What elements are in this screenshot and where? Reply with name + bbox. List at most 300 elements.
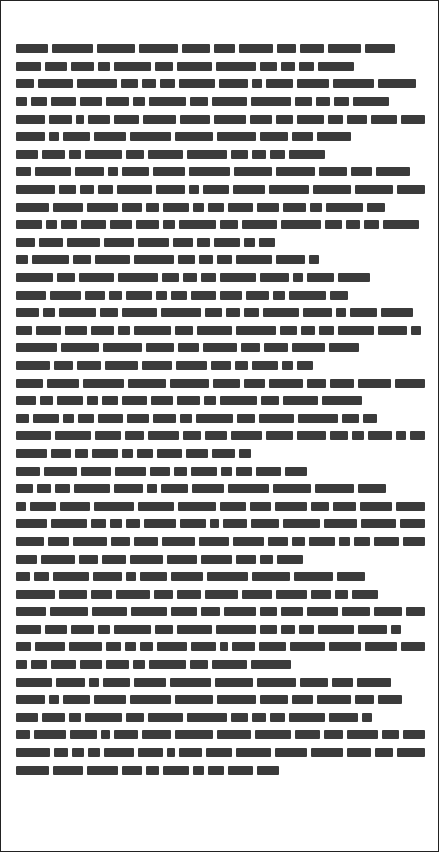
text-word-placeholder: [252, 79, 262, 88]
text-word-placeholder: [178, 502, 215, 511]
text-word-placeholder: [355, 695, 374, 704]
text-word-placeholder: [140, 642, 153, 651]
text-word-placeholder: [57, 273, 75, 282]
text-word-placeholder: [40, 396, 53, 405]
text-word-placeholder: [125, 431, 144, 440]
text-word-placeholder: [187, 150, 227, 159]
text-word-placeholder: [79, 273, 114, 282]
text-word-placeholder: [250, 115, 272, 124]
text-line: [16, 163, 425, 181]
text-word-placeholder: [187, 713, 227, 722]
text-word-placeholder: [140, 572, 167, 581]
text-word-placeholder: [138, 238, 169, 247]
text-word-placeholder: [260, 607, 278, 616]
text-word-placeholder: [133, 660, 145, 669]
text-word-placeholder: [292, 132, 313, 141]
text-word-placeholder: [163, 203, 189, 212]
text-line: [16, 269, 425, 287]
text-word-placeholder: [153, 414, 176, 423]
text-word-placeholder: [103, 678, 130, 687]
text-word-placeholder: [211, 361, 231, 370]
text-word-placeholder: [179, 748, 202, 757]
text-line: [16, 744, 425, 762]
text-word-placeholder: [16, 291, 46, 300]
text-word-placeholder: [38, 79, 73, 88]
text-word-placeholder: [98, 414, 123, 423]
text-word-placeholder: [231, 431, 261, 440]
text-word-placeholder: [217, 132, 256, 141]
text-word-placeholder: [242, 220, 277, 229]
text-word-placeholder: [30, 502, 56, 511]
text-word-placeholder: [358, 484, 386, 493]
text-word-placeholder: [104, 748, 134, 757]
text-word-placeholder: [16, 607, 46, 616]
text-line: [16, 638, 425, 656]
text-word-placeholder: [347, 730, 378, 739]
text-word-placeholder: [273, 291, 285, 300]
text-word-placeholder: [154, 590, 173, 599]
text-word-placeholder: [178, 343, 199, 352]
text-word-placeholder: [199, 255, 213, 264]
text-word-placeholder: [391, 625, 401, 634]
text-word-placeholder: [110, 220, 132, 229]
text-word-placeholder: [328, 44, 361, 53]
text-word-placeholder: [77, 361, 101, 370]
text-word-placeholder: [16, 678, 52, 687]
text-word-placeholder: [322, 396, 362, 405]
text-word-placeholder: [292, 343, 325, 352]
text-word-placeholder: [16, 361, 50, 370]
text-word-placeholder: [378, 695, 402, 704]
text-word-placeholder: [206, 748, 233, 757]
text-word-placeholder: [139, 44, 178, 53]
text-word-placeholder: [106, 642, 120, 651]
text-word-placeholder: [292, 695, 313, 704]
text-word-placeholder: [292, 537, 305, 546]
text-word-placeholder: [257, 203, 279, 212]
text-word-placeholder: [330, 431, 348, 440]
text-word-placeholder: [102, 396, 118, 405]
text-word-placeholder: [276, 167, 315, 176]
text-line: [16, 58, 425, 76]
text-word-placeholder: [60, 502, 91, 511]
text-word-placeholder: [73, 537, 107, 546]
text-word-placeholder: [316, 97, 330, 106]
text-word-placeholder: [281, 625, 295, 634]
text-word-placeholder: [309, 255, 319, 264]
text-word-placeholder: [375, 748, 393, 757]
text-word-placeholder: [55, 431, 91, 440]
text-word-placeholder: [134, 255, 174, 264]
text-word-placeholder: [80, 97, 102, 106]
text-word-placeholder: [147, 484, 157, 493]
text-word-placeholder: [117, 185, 153, 194]
text-word-placeholder: [311, 590, 331, 599]
text-word-placeholder: [215, 678, 253, 687]
text-word-placeholder: [16, 502, 26, 511]
text-word-placeholder: [338, 326, 374, 335]
text-word-placeholder: [319, 326, 334, 335]
text-word-placeholder: [216, 625, 256, 634]
text-word-placeholder: [170, 678, 211, 687]
text-word-placeholder: [138, 502, 174, 511]
text-word-placeholder: [410, 431, 425, 440]
text-word-placeholder: [276, 115, 293, 124]
text-word-placeholder: [146, 203, 159, 212]
text-line: [16, 40, 425, 58]
text-word-placeholder: [39, 238, 63, 247]
text-word-placeholder: [281, 220, 321, 229]
text-word-placeholder: [91, 590, 112, 599]
text-line: [16, 392, 425, 410]
text-word-placeholder: [250, 502, 270, 511]
text-word-placeholder: [56, 678, 85, 687]
text-word-placeholder: [94, 695, 126, 704]
text-word-placeholder: [351, 167, 372, 176]
text-word-placeholder: [148, 431, 179, 440]
text-word-placeholder: [126, 291, 152, 300]
text-word-placeholder: [148, 150, 183, 159]
text-word-placeholder: [114, 484, 143, 493]
text-word-placeholder: [160, 79, 175, 88]
text-word-placeholder: [324, 519, 358, 528]
text-word-placeholder: [59, 308, 96, 317]
text-word-placeholder: [88, 115, 110, 124]
text-word-placeholder: [85, 713, 122, 722]
text-word-placeholder: [16, 343, 57, 352]
text-word-placeholder: [256, 467, 281, 476]
text-word-placeholder: [16, 326, 32, 335]
text-word-placeholder: [283, 203, 306, 212]
text-word-placeholder: [16, 185, 55, 194]
text-word-placeholder: [400, 519, 425, 528]
notice-body: [16, 40, 425, 788]
text-word-placeholder: [270, 150, 285, 159]
text-word-placeholder: [76, 115, 84, 124]
text-word-placeholder: [367, 203, 385, 212]
text-word-placeholder: [401, 115, 425, 124]
text-word-placeholder: [252, 361, 278, 370]
text-word-placeholder: [212, 97, 247, 106]
text-line: [16, 75, 425, 93]
text-word-placeholder: [205, 590, 238, 599]
text-word-placeholder: [311, 502, 329, 511]
text-word-placeholder: [51, 660, 76, 669]
text-word-placeholder: [213, 379, 241, 388]
text-word-placeholder: [16, 642, 31, 651]
text-word-placeholder: [108, 167, 118, 176]
text-line: [16, 568, 425, 586]
text-line: [16, 673, 425, 691]
text-word-placeholder: [358, 625, 387, 634]
text-word-placeholder: [376, 167, 410, 176]
text-word-placeholder: [329, 642, 361, 651]
text-word-placeholder: [128, 379, 166, 388]
text-word-placeholder: [16, 572, 30, 581]
text-word-placeholder: [354, 537, 370, 546]
text-word-placeholder: [42, 150, 65, 159]
text-word-placeholder: [162, 273, 179, 282]
text-word-placeholder: [281, 607, 303, 616]
text-word-placeholder: [83, 379, 124, 388]
text-word-placeholder: [276, 590, 307, 599]
text-word-placeholder: [61, 343, 99, 352]
text-word-placeholder: [289, 291, 326, 300]
text-line: [16, 497, 425, 515]
text-word-placeholder: [269, 379, 303, 388]
text-word-placeholder: [239, 44, 273, 53]
text-word-placeholder: [111, 537, 130, 546]
text-word-placeholder: [219, 79, 248, 88]
text-line: [16, 621, 425, 639]
text-word-placeholder: [114, 625, 151, 634]
text-word-placeholder: [191, 467, 217, 476]
text-word-placeholder: [383, 220, 419, 229]
text-word-placeholder: [217, 255, 232, 264]
text-word-placeholder: [275, 502, 308, 511]
text-word-placeholder: [220, 273, 256, 282]
text-word-placeholder: [259, 642, 286, 651]
text-word-placeholder: [16, 396, 36, 405]
text-word-placeholder: [371, 115, 397, 124]
text-word-placeholder: [183, 273, 197, 282]
text-word-placeholder: [146, 766, 159, 775]
text-word-placeholder: [41, 555, 75, 564]
text-word-placeholder: [173, 238, 193, 247]
text-word-placeholder: [260, 62, 277, 71]
text-word-placeholder: [189, 167, 230, 176]
text-word-placeholder: [16, 449, 47, 458]
text-line: [16, 585, 425, 603]
text-word-placeholder: [212, 660, 247, 669]
text-word-placeholder: [263, 308, 299, 317]
text-word-placeholder: [91, 519, 106, 528]
text-word-placeholder: [80, 660, 102, 669]
text-word-placeholder: [175, 730, 212, 739]
text-word-placeholder: [317, 695, 351, 704]
text-word-placeholder: [71, 62, 94, 71]
text-word-placeholder: [53, 572, 89, 581]
text-word-placeholder: [175, 326, 193, 335]
text-word-placeholder: [106, 660, 129, 669]
text-word-placeholder: [178, 255, 195, 264]
text-word-placeholder: [74, 484, 110, 493]
text-word-placeholder: [109, 291, 122, 300]
text-word-placeholder: [396, 502, 425, 511]
text-word-placeholder: [266, 431, 294, 440]
text-word-placeholder: [368, 431, 392, 440]
text-word-placeholder: [363, 414, 377, 423]
text-word-placeholder: [275, 748, 307, 757]
text-word-placeholder: [217, 730, 252, 739]
text-word-placeholder: [45, 62, 67, 71]
text-word-placeholder: [149, 97, 186, 106]
text-word-placeholder: [270, 713, 285, 722]
text-line: [16, 234, 425, 252]
text-word-placeholder: [16, 484, 33, 493]
text-word-placeholder: [142, 730, 171, 739]
text-word-placeholder: [155, 62, 173, 71]
text-word-placeholder: [100, 308, 118, 317]
text-word-placeholder: [191, 642, 215, 651]
text-word-placeholder: [336, 308, 346, 317]
text-word-placeholder: [342, 607, 370, 616]
text-line: [16, 462, 425, 480]
text-word-placeholder: [207, 572, 248, 581]
text-word-placeholder: [16, 273, 53, 282]
text-word-placeholder: [324, 730, 343, 739]
text-word-placeholder: [179, 79, 215, 88]
text-word-placeholder: [16, 660, 27, 669]
text-word-placeholder: [307, 607, 338, 616]
text-word-placeholder: [130, 555, 163, 564]
text-word-placeholder: [50, 607, 88, 616]
text-word-placeholder: [176, 361, 207, 370]
text-word-placeholder: [53, 203, 83, 212]
text-word-placeholder: [126, 519, 139, 528]
text-word-placeholder: [87, 396, 98, 405]
text-word-placeholder: [289, 713, 325, 722]
text-word-placeholder: [236, 255, 272, 264]
text-word-placeholder: [382, 730, 399, 739]
text-word-placeholder: [45, 625, 67, 634]
text-word-placeholder: [268, 537, 288, 546]
text-word-placeholder: [80, 185, 94, 194]
text-word-placeholder: [35, 642, 64, 651]
text-word-placeholder: [126, 713, 144, 722]
text-word-placeholder: [208, 203, 224, 212]
text-line: [16, 409, 425, 427]
text-word-placeholder: [175, 132, 213, 141]
text-word-placeholder: [177, 590, 201, 599]
text-word-placeholder: [114, 115, 140, 124]
text-word-placeholder: [355, 185, 393, 194]
text-word-placeholder: [182, 44, 210, 53]
text-word-placeholder: [397, 185, 425, 194]
text-word-placeholder: [231, 150, 248, 159]
text-word-placeholder: [347, 748, 370, 757]
text-word-placeholder: [411, 326, 421, 335]
text-word-placeholder: [233, 537, 264, 546]
text-line: [16, 656, 425, 674]
text-word-placeholder: [360, 502, 392, 511]
text-word-placeholder: [299, 625, 314, 634]
text-word-placeholder: [203, 185, 230, 194]
text-word-placeholder: [235, 361, 248, 370]
text-word-placeholder: [121, 79, 138, 88]
text-word-placeholder: [110, 519, 122, 528]
text-word-placeholder: [297, 361, 313, 370]
text-word-placeholder: [241, 343, 260, 352]
text-word-placeholder: [93, 572, 122, 581]
text-word-placeholder: [246, 291, 269, 300]
text-word-placeholder: [396, 431, 406, 440]
text-word-placeholder: [49, 132, 59, 141]
text-word-placeholder: [311, 748, 344, 757]
text-word-placeholder: [50, 291, 81, 300]
text-word-placeholder: [357, 678, 391, 687]
text-word-placeholder: [144, 519, 176, 528]
text-word-placeholder: [199, 537, 229, 546]
text-word-placeholder: [156, 185, 185, 194]
text-word-placeholder: [72, 748, 84, 757]
text-word-placeholder: [177, 396, 200, 405]
text-word-placeholder: [315, 484, 354, 493]
text-word-placeholder: [236, 555, 256, 564]
text-word-placeholder: [65, 326, 87, 335]
text-line: [16, 286, 425, 304]
text-word-placeholder: [293, 273, 303, 282]
text-word-placeholder: [34, 730, 67, 739]
text-word-placeholder: [49, 695, 59, 704]
text-word-placeholder: [260, 695, 288, 704]
text-word-placeholder: [131, 607, 167, 616]
text-word-placeholder: [167, 748, 175, 757]
text-word-placeholder: [301, 326, 315, 335]
text-word-placeholder: [73, 255, 91, 264]
text-word-placeholder: [179, 220, 216, 229]
text-word-placeholder: [16, 537, 44, 546]
text-word-placeholder: [16, 255, 28, 264]
text-word-placeholder: [374, 607, 403, 616]
text-word-placeholder: [35, 167, 71, 176]
text-word-placeholder: [163, 220, 175, 229]
text-word-placeholder: [189, 185, 199, 194]
text-word-placeholder: [43, 308, 55, 317]
text-word-placeholder: [162, 537, 195, 546]
text-word-placeholder: [205, 431, 227, 440]
text-word-placeholder: [53, 766, 83, 775]
text-word-placeholder: [335, 590, 348, 599]
text-word-placeholder: [36, 326, 61, 335]
text-word-placeholder: [328, 115, 343, 124]
text-word-placeholder: [85, 150, 122, 159]
text-word-placeholder: [221, 467, 232, 476]
text-word-placeholder: [122, 396, 147, 405]
text-word-placeholder: [237, 414, 255, 423]
text-word-placeholder: [63, 414, 74, 423]
text-word-placeholder: [55, 484, 70, 493]
text-word-placeholder: [174, 467, 187, 476]
text-word-placeholder: [236, 326, 276, 335]
text-word-placeholder: [51, 519, 87, 528]
text-word-placeholder: [44, 467, 77, 476]
text-word-placeholder: [220, 642, 228, 651]
text-word-placeholder: [251, 660, 291, 669]
text-word-placeholder: [289, 150, 325, 159]
text-word-placeholder: [252, 713, 266, 722]
text-word-placeholder: [257, 766, 279, 775]
text-word-placeholder: [16, 467, 40, 476]
text-line: [16, 550, 425, 568]
text-word-placeholder: [317, 132, 351, 141]
text-word-placeholder: [115, 467, 146, 476]
text-word-placeholder: [79, 555, 98, 564]
text-word-placeholder: [214, 44, 235, 53]
text-word-placeholder: [290, 642, 325, 651]
text-word-placeholder: [81, 467, 111, 476]
text-word-placeholder: [236, 748, 270, 757]
text-word-placeholder: [149, 660, 186, 669]
text-word-placeholder: [92, 449, 118, 458]
text-word-placeholder: [122, 203, 142, 212]
text-line: [16, 146, 425, 164]
text-word-placeholder: [118, 326, 130, 335]
text-word-placeholder: [150, 467, 170, 476]
text-word-placeholder: [381, 308, 413, 317]
text-word-placeholder: [180, 115, 210, 124]
text-word-placeholder: [104, 238, 134, 247]
